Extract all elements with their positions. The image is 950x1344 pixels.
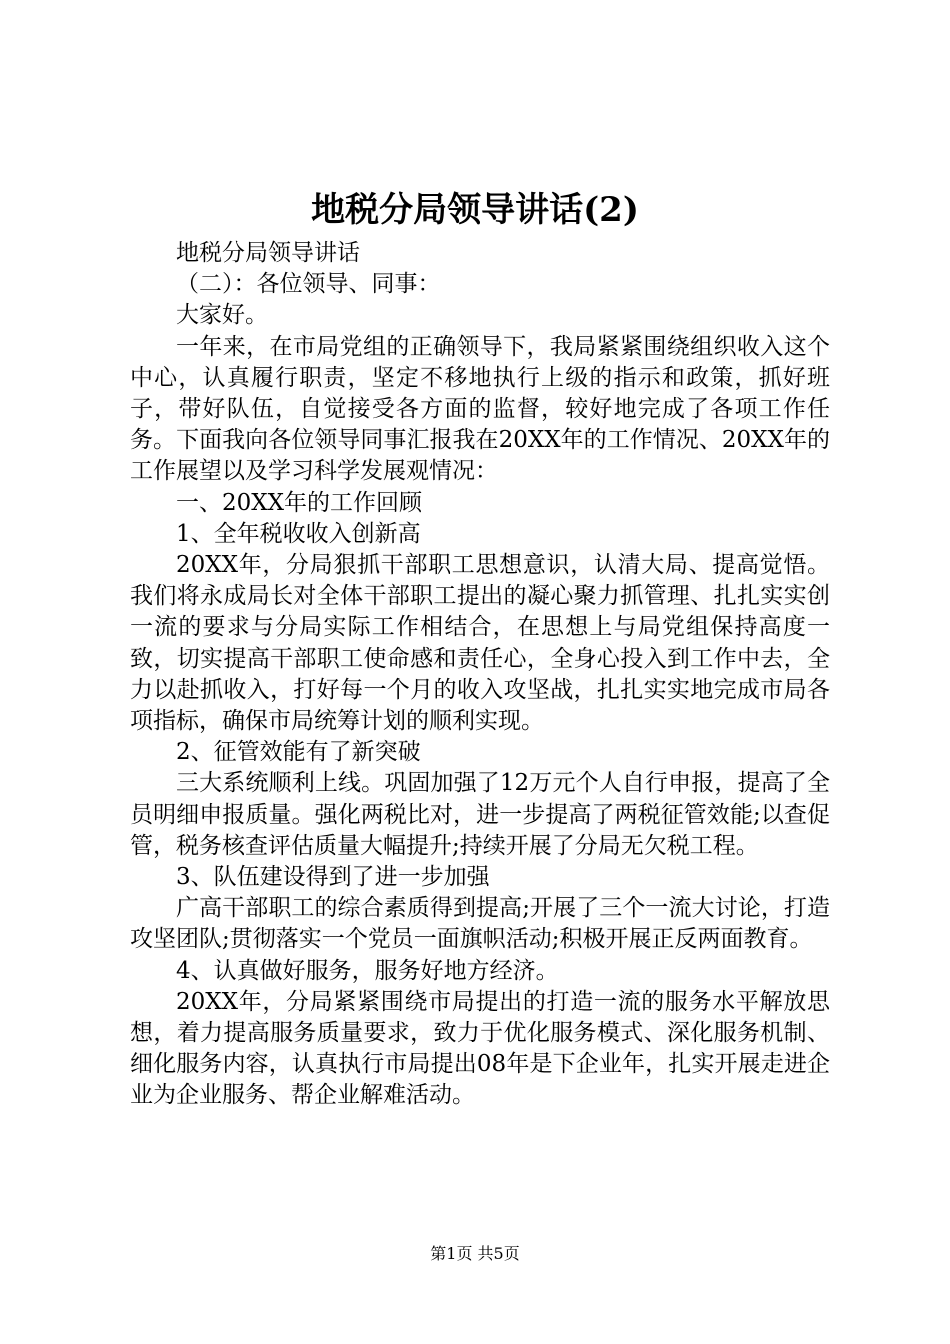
paragraph-tax-revenue: 20XX年，分局狠抓干部职工思想意识，认清大局、提高觉悟。我们将永成局长对全体干部职工提出的凝心聚力抓管理、扎扎实实创一流的要求与分局实际工作相结合，在思想上与局党组保持高度一致，切实提高干部职工使命感和责任心，全身心投入到工作中去，全力以赴抓收入，打好每一个月的收入攻坚战，扎扎实实地完成市局各项指标，确保市局统筹计划的顺利实现。 bbox=[130, 552, 830, 735]
subheading-team-building: 3、队伍建设得到了进一步加强 bbox=[176, 864, 490, 891]
paragraph-team-building: 广高干部职工的综合素质得到提高;开展了三个一流大讨论，打造攻坚团队;贯彻落实一个党员一面旗帜活动;积极开展正反两面教育。 bbox=[130, 895, 830, 953]
subheading-tax-revenue: 1、全年税收收入创新高 bbox=[176, 520, 421, 547]
document-body bbox=[130, 238, 830, 1112]
section-heading-review: 一、20XX年的工作回顾 bbox=[176, 489, 423, 516]
paragraph-greeting: 大家好。 bbox=[176, 302, 268, 329]
page-footer: 第1页 共5页 bbox=[430, 1244, 520, 1263]
paragraph-service: 20XX年，分局紧紧围绕市局提出的打造一流的服务水平解放思想，着力提高服务质量要求，致力于优化服务模式、深化服务机制、细化服务内容，认真执行市局提出08年是下企业年，扎实开展走进企业为企业服务、帮企业解难活动。 bbox=[130, 988, 830, 1109]
subheading-collection-efficiency: 2、征管效能有了新突破 bbox=[176, 739, 421, 766]
subheading-service: 4、认真做好服务，服务好地方经济。 bbox=[176, 957, 559, 984]
paragraph-intro: 一年来，在市局党组的正确领导下，我局紧紧围绕组织收入这个中心，认真履行职责，坚定不移地执行上级的指示和政策，抓好班子，带好队伍，自觉接受各方面的监督，较好地完成了各项工作任务。下面我向各位领导同事汇报我在20XX年的工作情况、20XX年的工作展望以及学习科学发展观情况： bbox=[130, 333, 830, 485]
paragraph-collection-efficiency: 三大系统顺利上线。巩固加强了12万元个人自行申报，提高了全员明细申报质量。强化两税比对，进一步提高了两税征管效能;以查促管，税务核查评估质量大幅提升;持续开展了分局无欠税工程。 bbox=[130, 770, 830, 859]
document-title: 地税分局领导讲话(2) bbox=[311, 190, 639, 230]
paragraph-heading: 地税分局领导讲话 bbox=[176, 240, 360, 266]
paragraph-salutation: （二）：各位领导、同事： bbox=[176, 271, 441, 298]
